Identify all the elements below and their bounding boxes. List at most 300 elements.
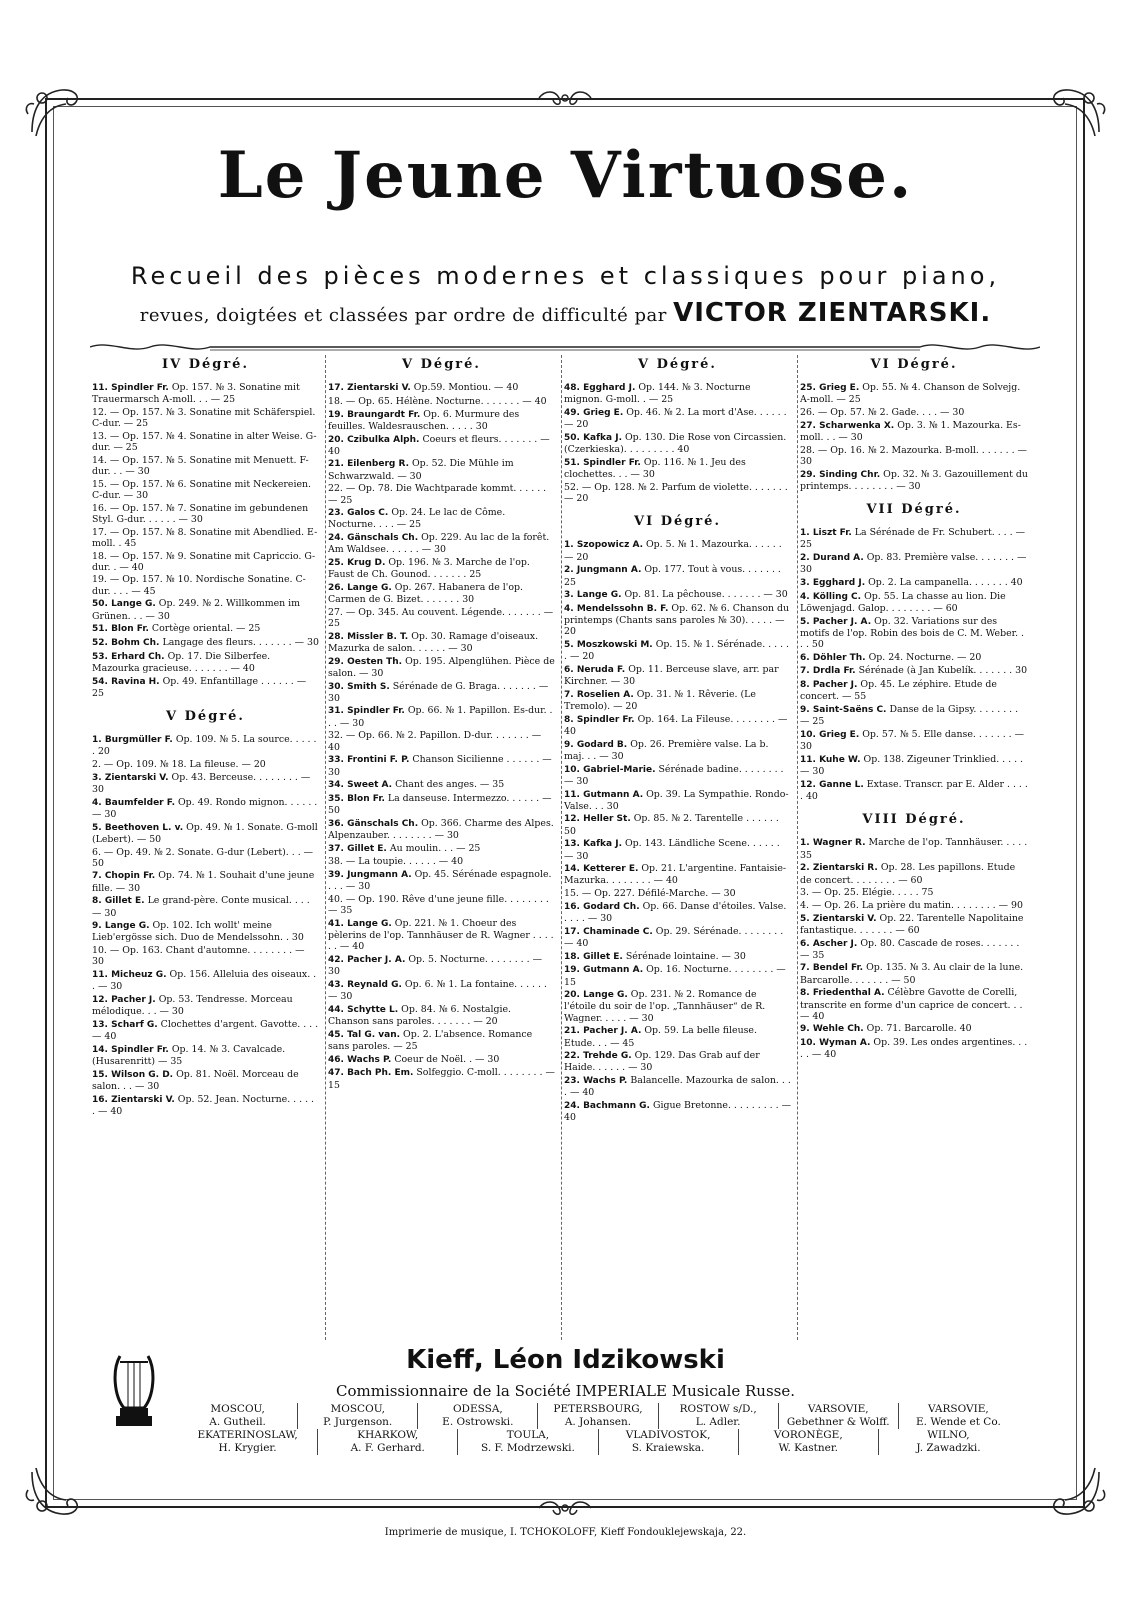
piece-title: Op. 49. Enfantillage . . . . . . — 25 bbox=[92, 675, 307, 699]
catalog-entry bbox=[328, 894, 555, 916]
composer-name: 7. Roselien A. bbox=[564, 689, 634, 700]
piece-title: Op. 129. Das Grab auf der Haide. . . . . . — 30 bbox=[564, 1050, 760, 1074]
catalog-entry bbox=[564, 382, 791, 405]
composer-name: 41. Lange G. bbox=[328, 918, 392, 929]
composer-name: 13. Kafka J. bbox=[564, 839, 622, 850]
catalog-entry bbox=[564, 901, 791, 924]
piece-title: Op. 6. Murmure des feuilles. Waldesrauschen. . . . . 30 bbox=[328, 408, 520, 432]
composer-name: 1. Liszt Fr. bbox=[800, 528, 852, 539]
catalog-entry bbox=[564, 1025, 791, 1048]
composer-name: 53. Erhard Ch. bbox=[92, 651, 165, 662]
catalog-entry bbox=[564, 664, 791, 687]
composer-name: 4. Kölling C. bbox=[800, 591, 862, 602]
catalog-entry bbox=[800, 577, 1028, 589]
composer-name: 17. Zientarski V. bbox=[328, 383, 411, 394]
catalog-entry bbox=[564, 457, 791, 480]
piece-title: 40. — Op. 190. Rêve d'une jeune fille. . . . . . . . — 35 bbox=[328, 894, 549, 917]
dealer-name: S. F. Modrzewski. bbox=[458, 1442, 598, 1455]
dealer-name: S. Kraiewska. bbox=[599, 1442, 739, 1455]
piece-title: Clochettes d'argent. Gavotte. . . . — 40 bbox=[92, 1018, 319, 1043]
catalog-entry bbox=[800, 913, 1028, 936]
piece-title: Op. 11. Berceuse slave, arr. par Kirchner. — 30 bbox=[564, 663, 779, 688]
catalog-entry bbox=[92, 734, 319, 757]
composer-name: 31. Spindler Fr. bbox=[328, 706, 405, 717]
composer-name: 52. Bohm Ch. bbox=[92, 637, 160, 648]
piece-title: Op. 55. № 4. Chanson de Solvejg. A-moll. — 25 bbox=[800, 382, 1021, 406]
composer-name: 3. Lange G. bbox=[564, 590, 622, 601]
piece-title: Balancelle. Mazourka de salon. . . . — 40 bbox=[564, 1075, 791, 1099]
composer-name: 43. Reynald G. bbox=[328, 979, 402, 990]
city-name: EKATERINOSLAW, bbox=[178, 1429, 318, 1442]
composer-name: 29. Oesten Th. bbox=[328, 656, 403, 667]
catalog-entry bbox=[564, 926, 791, 949]
piece-title: Op. 80. Cascade de roses. . . . . . . — 35 bbox=[800, 937, 1020, 961]
piece-title: Le grand-père. Conte musical. . . . — 30 bbox=[92, 895, 310, 919]
catalog-entry bbox=[564, 639, 791, 662]
composer-name: 45. Tal G. van. bbox=[328, 1029, 401, 1040]
catalog-entry bbox=[92, 455, 319, 477]
catalog-entry bbox=[800, 616, 1028, 651]
dealer-name: E. Ostrowski. bbox=[418, 1416, 538, 1429]
subtitle-editor-line bbox=[0, 298, 1131, 328]
dealer-name: E. Wende et Co. bbox=[916, 1416, 1001, 1428]
piece-title: Op. 31. № 1. Rêverie. (Le Tremolo). — 20 bbox=[564, 688, 756, 713]
catalog-entry bbox=[92, 676, 319, 699]
city-name: MOSCOU, bbox=[298, 1403, 418, 1416]
catalog-entry bbox=[328, 818, 555, 841]
composer-name: 25. Krug D. bbox=[328, 558, 386, 569]
composer-name: 24. Bachmann G. bbox=[564, 1101, 650, 1112]
catalog-entry bbox=[564, 764, 791, 787]
piece-title: 2. — Op. 109. № 18. La fileuse. — 20 bbox=[92, 759, 266, 771]
piece-title: 18. — Op. 65. Hélène. Nocturne. . . . . . . — 40 bbox=[328, 395, 547, 407]
catalog-entry bbox=[92, 407, 319, 429]
catalog-entry bbox=[92, 431, 319, 453]
dealer-name: A. F. Gerhard. bbox=[318, 1442, 458, 1455]
piece-title: Solfeggio. C-moll. . . . . . . . — 15 bbox=[328, 1067, 555, 1091]
catalog-entry bbox=[800, 938, 1028, 961]
piece-title: Cortège oriental. — 25 bbox=[151, 623, 261, 635]
piece-title: 16. — Op. 157. № 7. Sonatine im gebundenen Styl. G-dur. . . . . . — 30 bbox=[92, 502, 309, 525]
grade-heading: V Dégré. bbox=[638, 357, 717, 372]
composer-name: 34. Sweet A. bbox=[328, 780, 393, 791]
piece-title: Op. 2. L'absence. Romance sans paroles. — 25 bbox=[328, 1028, 533, 1052]
catalog-entry bbox=[328, 434, 555, 457]
composer-name: 37. Gillet E. bbox=[328, 843, 387, 854]
piece-title: Op. 46. № 2. La mort d'Ase. . . . . . — 20 bbox=[564, 407, 787, 431]
city-name: PETERSBOURG, bbox=[538, 1403, 658, 1416]
catalog-entry bbox=[564, 539, 791, 562]
piece-title: 27. — Op. 345. Au couvent. Légende. . . . . . . — 25 bbox=[328, 606, 554, 630]
piece-title: Op. 45. Sérénade espagnole. . . . — 30 bbox=[328, 869, 552, 893]
catalog-entry bbox=[328, 843, 555, 855]
composer-name: 2. Durand A. bbox=[800, 553, 864, 564]
catalog-entry bbox=[564, 964, 791, 987]
catalog-entry bbox=[564, 739, 791, 762]
composer-name: 2. Zientarski R. bbox=[800, 863, 878, 874]
composer-name: 9. Wehle Ch. bbox=[800, 1024, 864, 1035]
catalog-entry bbox=[800, 679, 1028, 702]
composer-name: 3. Zientarski V. bbox=[92, 772, 169, 783]
piece-title: Op. 5. № 1. Mazourka. . . . . . — 20 bbox=[564, 539, 782, 563]
catalog-entry bbox=[564, 432, 791, 455]
piece-title: Op. 53. Tendresse. Morceau mélodique. . . — 30 bbox=[92, 993, 293, 1018]
subtitle: Recueil des pièces modernes et classiques pour piano, bbox=[130, 262, 1001, 290]
catalog-entry bbox=[800, 420, 1028, 443]
catalog-entry bbox=[328, 705, 555, 728]
catalog-entry bbox=[92, 574, 319, 596]
piece-title: Op. 62. № 6. Chanson du printemps (Chants sans paroles № 30). . . . . — 20 bbox=[564, 602, 790, 638]
composer-name: 4. Mendelssohn B. F. bbox=[564, 603, 669, 614]
catalog-entry bbox=[800, 1037, 1028, 1060]
piece-title: Op. 14. № 3. Cavalcade. (Husarenritt) — 35 bbox=[92, 1043, 286, 1067]
catalog-entry bbox=[328, 483, 555, 505]
piece-title: 15. — Op. 157. № 6. Sonatine mit Neckereien. C-dur. — 30 bbox=[92, 478, 312, 502]
composer-name: 4. Baumfelder F. bbox=[92, 797, 175, 808]
piece-title: Op. 177. Tout à vous. . . . . . . 25 bbox=[564, 564, 781, 588]
corner-ornament-icon bbox=[22, 78, 86, 142]
piece-title: Op. 29. Sérénade. . . . . . . . — 40 bbox=[564, 925, 784, 949]
composer-name: 8. Spindler Fr. bbox=[564, 714, 635, 725]
catalog-entry bbox=[800, 962, 1028, 985]
catalog-entry bbox=[328, 856, 555, 867]
catalog-entry bbox=[92, 623, 319, 635]
corner-ornament-icon bbox=[1045, 78, 1109, 142]
piece-title: Op. 81. La pêchouse. . . . . . . — 30 bbox=[624, 589, 788, 601]
catalog-entry bbox=[328, 979, 555, 1002]
catalog-entry bbox=[328, 730, 555, 752]
catalog-entry bbox=[92, 651, 319, 674]
piece-title: Extase. Transcr. par E. Alder . . . . . 40 bbox=[800, 778, 1028, 802]
catalog-entry bbox=[92, 503, 319, 525]
piece-title: Op. 3. № 1. Mazourka. Es-moll. . . — 30 bbox=[800, 419, 1021, 444]
catalog-entry bbox=[328, 779, 555, 791]
piece-title: 22. — Op. 78. Die Wachtparade kommt. . . . . . — 25 bbox=[328, 483, 547, 506]
composer-name: 6. Neruda F. bbox=[564, 664, 626, 675]
catalog-entry bbox=[92, 895, 319, 918]
city-name: VARSOVIE, bbox=[928, 1403, 989, 1415]
composer-name: 17. Chaminade C. bbox=[564, 926, 653, 937]
composer-name: 54. Ravina H. bbox=[92, 676, 160, 687]
city-name: VORONÈGE, bbox=[739, 1429, 879, 1442]
piece-title: Op. 195. Alpenglühen. Pièce de salon. — 30 bbox=[328, 655, 555, 679]
composer-name: 12. Ganne L. bbox=[800, 779, 864, 790]
piece-title: Sérénade badine. . . . . . . . — 30 bbox=[564, 763, 784, 787]
composer-name: 27. Scharwenka X. bbox=[800, 420, 895, 431]
composer-name: 18. Gillet E. bbox=[564, 951, 623, 962]
composer-name: 11. Micheuz G. bbox=[92, 970, 167, 981]
catalog-entry bbox=[800, 445, 1028, 467]
composer-name: 48. Egghard J. bbox=[564, 383, 636, 394]
composer-name: 8. Friedenthal A. bbox=[800, 988, 885, 999]
composer-name: 20. Czibulka Alph. bbox=[328, 434, 420, 445]
publisher-name: Kieff, Léon Idzikowski bbox=[406, 1345, 725, 1375]
catalog-entry bbox=[328, 557, 555, 580]
dealer-name: Gebethner & Wolff. bbox=[779, 1416, 899, 1429]
composer-name: 9. Godard B. bbox=[564, 739, 628, 750]
piece-title: Chant des anges. — 35 bbox=[395, 779, 505, 791]
composer-name: 1. Szopowicz A. bbox=[564, 540, 644, 551]
catalog-entry bbox=[92, 551, 319, 573]
city-name: VLADIVOSTOK, bbox=[599, 1429, 739, 1442]
catalog-entry bbox=[92, 797, 319, 820]
composer-name: 10. Grieg E. bbox=[800, 729, 860, 740]
printer-imprint: Imprimerie de musique, I. TCHOKOLOFF, Kieff Fondouklejewskaja, 22. bbox=[384, 1527, 747, 1538]
catalog-entry bbox=[564, 789, 791, 812]
composer-name: 5. Beethoven L. v. bbox=[92, 822, 184, 833]
composer-name: 5. Moszkowski M. bbox=[564, 640, 653, 651]
composer-name: 9. Lange G. bbox=[92, 921, 150, 932]
catalog-entry bbox=[92, 870, 319, 893]
composer-name: 21. Eilenberg R. bbox=[328, 459, 409, 470]
composer-name: 44. Schytte L. bbox=[328, 1004, 399, 1015]
catalog-entry bbox=[328, 532, 555, 555]
catalog-entry bbox=[92, 945, 319, 967]
piece-title: Op. 55. La chasse au lion. Die Löwenjagd. Galop. . . . . . . . — 60 bbox=[800, 590, 1006, 614]
piece-title: Op. 21. L'argentine. Fantaisie-Mazurka. . . . . . . . — 40 bbox=[564, 863, 787, 887]
piece-title: Op. 229. Au lac de la forêt. Am Waldsee. . . . . . — 30 bbox=[328, 532, 550, 556]
piece-title: 4. — Op. 26. La prière du matin. . . . . . . . — 90 bbox=[800, 899, 1023, 911]
piece-title: Coeur de Noël. . — 30 bbox=[394, 1053, 500, 1065]
piece-title: La danseuse. Intermezzo. . . . . . — 50 bbox=[328, 792, 552, 817]
catalog-entry bbox=[564, 989, 791, 1024]
composer-name: 10. Wyman A. bbox=[800, 1038, 871, 1049]
catalog-entry bbox=[564, 951, 791, 963]
catalog-entry bbox=[328, 409, 555, 432]
piece-title: Op. 157. № 3. Sonatine mit Trauermarsch A-moll. . . — 25 bbox=[92, 382, 300, 406]
piece-title: Op. 49. Rondo mignon. . . . . . — 30 bbox=[92, 796, 318, 820]
piece-title: Au moulin. . . — 25 bbox=[389, 842, 481, 854]
piece-title: Chanson Sicilienne . . . . . . — 30 bbox=[328, 754, 552, 778]
composer-name: 5. Zientarski V. bbox=[800, 913, 877, 924]
dealer-name: L. Adler. bbox=[659, 1416, 779, 1429]
piece-title: Op. 164. La Fileuse. . . . . . . . — 40 bbox=[564, 713, 788, 737]
dealer-name: A. Johansen. bbox=[538, 1416, 658, 1429]
composer-name: 28. Missler B. T. bbox=[328, 631, 409, 642]
piece-title: Op. 17. Die Silberfee. Mazourka gracieuse. . . . . . . — 40 bbox=[92, 650, 271, 674]
piece-title: Op. 2. La campanella. . . . . . . 40 bbox=[868, 577, 1023, 589]
composer-name: 3. Egghard J. bbox=[800, 578, 866, 589]
catalog-entry bbox=[92, 598, 319, 621]
composer-name: 7. Chopin Fr. bbox=[92, 871, 156, 882]
piece-title: Op. 85. № 2. Tarentelle . . . . . . 50 bbox=[564, 813, 779, 837]
grade-heading: VI Dégré. bbox=[634, 514, 721, 530]
catalog-entry bbox=[92, 969, 319, 992]
catalog-entry bbox=[328, 1067, 555, 1090]
piece-title: Sérénade de G. Braga. . . . . . . — 30 bbox=[328, 680, 549, 704]
catalog-entry bbox=[564, 1100, 791, 1123]
composer-name: 13. Scharf G. bbox=[92, 1019, 158, 1030]
catalog-entry bbox=[800, 987, 1028, 1022]
dealer-name: J. Zawadzki. bbox=[916, 1442, 981, 1454]
catalog-entry bbox=[328, 754, 555, 777]
catalog-entry bbox=[328, 1004, 555, 1027]
catalog-entry bbox=[800, 837, 1028, 860]
piece-title: Op. 156. Alleluia des oiseaux. . . — 30 bbox=[92, 969, 317, 993]
catalog-entry bbox=[800, 552, 1028, 575]
catalog-entry bbox=[800, 527, 1028, 550]
composer-name: 6. Ascher J. bbox=[800, 938, 858, 949]
catalog-entry bbox=[800, 704, 1028, 727]
names-row bbox=[178, 1416, 1018, 1429]
composer-name: 15. Wilson G. D. bbox=[92, 1069, 174, 1080]
catalog-column bbox=[562, 355, 798, 1340]
dealer-name: A. Gutheil. bbox=[178, 1416, 298, 1429]
composer-name: 1. Wagner R. bbox=[800, 838, 866, 849]
piece-title: Op. 39. Les ondes argentines. . . . . — 40 bbox=[800, 1037, 1028, 1061]
composer-name: 29. Sinding Chr. bbox=[800, 469, 881, 480]
composer-name: 35. Blon Fr. bbox=[328, 793, 385, 804]
composer-name: 36. Gänschals Ch. bbox=[328, 818, 419, 829]
catalog-entry bbox=[328, 918, 555, 953]
piece-title: Op. 71. Barcarolle. 40 bbox=[866, 1023, 972, 1035]
composer-name: 39. Jungmann A. bbox=[328, 870, 412, 881]
piece-title: Danse de la Gipsy. . . . . . . . — 25 bbox=[800, 704, 1019, 728]
composer-name: 19. Gutmann A. bbox=[564, 965, 644, 976]
piece-title: Sérénade lointaine. — 30 bbox=[625, 950, 746, 962]
catalog-entry bbox=[92, 382, 319, 405]
composer-name: 23. Galos C. bbox=[328, 508, 389, 519]
piece-title: Op. 57. № 5. Elle danse. . . . . . . — 30 bbox=[800, 728, 1024, 753]
names-row bbox=[178, 1442, 1018, 1455]
scroll-ornament-icon bbox=[535, 1498, 595, 1518]
catalog-entry bbox=[328, 1029, 555, 1052]
catalog-entry bbox=[92, 1069, 319, 1092]
composer-name: 51. Spindler Fr. bbox=[564, 457, 641, 468]
piece-title: Op. 52. Jean. Nocturne. . . . . . — 40 bbox=[92, 1093, 315, 1117]
catalog-entry bbox=[800, 407, 1028, 418]
catalog-entry bbox=[92, 759, 319, 770]
composer-name: 7. Drdla Fr. bbox=[800, 666, 856, 677]
composer-name: 14. Ketterer E. bbox=[564, 864, 639, 875]
piece-title: Marche de l'op. Tannhäuser. . . . . 35 bbox=[800, 837, 1028, 861]
piece-title: 15. — Op. 227. Défilé-Marche. — 30 bbox=[564, 888, 736, 900]
dealer-name: H. Krygier. bbox=[178, 1442, 318, 1455]
piece-title: Op. 231. № 2. Romance de l'étoile du soir de l'op. „Tannhäuser“ de R. Wagner. . . . . — 30 bbox=[564, 989, 766, 1024]
catalog-entry bbox=[800, 887, 1028, 898]
catalog-entry bbox=[92, 1019, 319, 1042]
piece-title: Op. 49. № 1. Sonate. G-moll (Lebert). — 50 bbox=[92, 821, 318, 845]
piece-title: 14. — Op. 157. № 5. Sonatine mit Menuett. F-dur. . . — 30 bbox=[92, 454, 309, 478]
piece-title: Op. 32. № 3. Gazouillement du printemps. . . . . . . . — 30 bbox=[800, 468, 1028, 492]
piece-title: Op. 59. La belle fileuse. Etude. . . — 45 bbox=[564, 1025, 757, 1049]
catalog-column bbox=[90, 355, 326, 1340]
subtitle-prefix: revues, doigtées et classées par ordre de difficulté par bbox=[139, 305, 667, 326]
composer-name: 23. Wachs P. bbox=[564, 1076, 628, 1087]
composer-name: 8. Pacher J. bbox=[800, 680, 858, 691]
piece-title: Op. 84. № 6. Nostalgie. Chanson sans paroles. . . . . . . — 20 bbox=[328, 1003, 512, 1028]
city-name: TOULA, bbox=[458, 1429, 598, 1442]
piece-title: Op.59. Montiou. — 40 bbox=[413, 382, 519, 394]
catalog-entry bbox=[564, 813, 791, 836]
piece-title: Op. 24. Nocturne. — 20 bbox=[868, 651, 982, 663]
catalog-entry bbox=[800, 591, 1028, 614]
piece-title: Op. 15. № 1. Sérénade. . . . . . — 20 bbox=[564, 639, 790, 663]
commission-line: Commissionnaire de la Société IMPERIALE Musicale Russe. bbox=[335, 1382, 796, 1400]
catalog-column bbox=[798, 355, 1034, 1340]
composer-name: 2. Jungmann A. bbox=[564, 565, 642, 576]
piece-title: 26. — Op. 57. № 2. Gade. . . . — 30 bbox=[800, 407, 965, 419]
city-name: KHARKOW, bbox=[318, 1429, 458, 1442]
piece-title: Op. 28. Les papillons. Etude de concert. . . . . . . . — 60 bbox=[800, 862, 1016, 886]
composer-name: 19. Braungardt Fr. bbox=[328, 409, 421, 420]
composer-name: 47. Bach Ph. Em. bbox=[328, 1068, 414, 1079]
city-name: VARSOVIE, bbox=[779, 1403, 899, 1416]
piece-title: Op. 102. Ich wollt' meine Lieb'ergösse sich. Duo de Mendelssohn. . 30 bbox=[92, 920, 304, 944]
catalog-entry bbox=[328, 382, 555, 394]
catalog-entry bbox=[92, 1094, 319, 1117]
catalog-entry bbox=[328, 656, 555, 679]
piece-title: Op. 45. Le zéphire. Etude de concert. — 55 bbox=[800, 679, 997, 703]
grade-heading: V Dégré. bbox=[402, 357, 481, 372]
catalog-entry bbox=[328, 681, 555, 704]
composer-name: 26. Lange G. bbox=[328, 582, 392, 593]
piece-title: 38. — La toupie. . . . . . — 40 bbox=[328, 856, 464, 868]
piece-title: Op. 196. № 3. Marche de l'op. Faust de Ch. Gounod. . . . . . . 25 bbox=[328, 557, 530, 581]
piece-title: La Sérénade de Fr. Schubert. . . . — 25 bbox=[800, 527, 1025, 551]
piece-title: Op. 138. Zigeuner Trinklied. . . . . — 30 bbox=[800, 753, 1024, 778]
piece-title: Sérénade (à Jan Kubelík. . . . . . . 30 bbox=[858, 665, 1028, 677]
catalog-entry bbox=[800, 469, 1028, 492]
corner-ornament-icon bbox=[1045, 1462, 1109, 1526]
catalog-entry bbox=[328, 869, 555, 892]
piece-title: Op. 74. № 1. Souhait d'une jeune fille. — 30 bbox=[92, 870, 315, 894]
dealer-name: W. Kastner. bbox=[739, 1442, 879, 1455]
composer-name: 16. Godard Ch. bbox=[564, 901, 640, 912]
piece-title: Op. 109. № 5. La source. . . . . . 20 bbox=[92, 734, 317, 758]
catalog-entry bbox=[564, 482, 791, 504]
composer-name: 11. Spindler Fr. bbox=[92, 383, 169, 394]
catalog-entry bbox=[564, 564, 791, 587]
composer-name: 10. Gabriel-Marie. bbox=[564, 764, 656, 775]
composer-name: 14. Spindler Fr. bbox=[92, 1044, 169, 1055]
composer-name: 50. Lange G. bbox=[92, 599, 156, 610]
grade-heading: VII Dégré. bbox=[866, 502, 962, 518]
composer-name: 24. Gänschals Ch. bbox=[328, 533, 419, 544]
composer-name: 30. Smith S. bbox=[328, 681, 390, 692]
composer-name: 46. Wachs P. bbox=[328, 1054, 392, 1065]
catalog-entry bbox=[92, 847, 319, 869]
piece-title: Op. 135. № 3. Au clair de la lune. Barcarolle. . . . . . . — 50 bbox=[800, 962, 1024, 986]
catalog-entry bbox=[564, 603, 791, 638]
catalog-entry bbox=[800, 665, 1028, 677]
catalog-entry bbox=[564, 689, 791, 712]
catalog-entry bbox=[328, 793, 555, 816]
catalog-entry bbox=[564, 863, 791, 886]
dealer-name: P. Jurgenson. bbox=[298, 1416, 418, 1429]
catalog-entry bbox=[92, 479, 319, 501]
piece-title: Langage des fleurs. . . . . . . — 30 bbox=[162, 636, 319, 648]
piece-title: Op. 52. Die Mühle im Schwarzwald. — 30 bbox=[328, 458, 514, 482]
composer-name: 20. Lange G. bbox=[564, 990, 628, 1001]
catalog-entry bbox=[800, 382, 1028, 405]
composer-name: 7. Bendel Fr. bbox=[800, 963, 864, 974]
piece-title: 32. — Op. 66. № 2. Papillon. D-dur. . . . . . . — 40 bbox=[328, 730, 542, 753]
piece-title: Op. 43. Berceuse. . . . . . . . — 30 bbox=[92, 771, 311, 795]
piece-title: Op. 81. Noël. Morceau de salon. . . — 30 bbox=[92, 1068, 299, 1092]
piece-title: Gigue Bretonne. . . . . . . . . — 40 bbox=[564, 1100, 791, 1124]
catalog-entry bbox=[564, 714, 791, 737]
piece-title: Op. 16. Nocturne. . . . . . . . — 15 bbox=[564, 964, 786, 988]
piece-title: 28. — Op. 16. № 2. Mazourka. B-moll. . . . . . . — 30 bbox=[800, 444, 1027, 467]
grade-heading: V Dégré. bbox=[166, 708, 245, 724]
catalog-entry bbox=[92, 822, 319, 845]
catalog-entry bbox=[800, 862, 1028, 885]
piece-title: Op. 5. Nocturne. . . . . . . . — 30 bbox=[328, 954, 542, 978]
city-name: MOSCOU, bbox=[178, 1403, 298, 1416]
composer-name: 9. Saint-Saëns C. bbox=[800, 705, 887, 716]
composer-name: 21. Pacher J. A. bbox=[564, 1026, 642, 1037]
